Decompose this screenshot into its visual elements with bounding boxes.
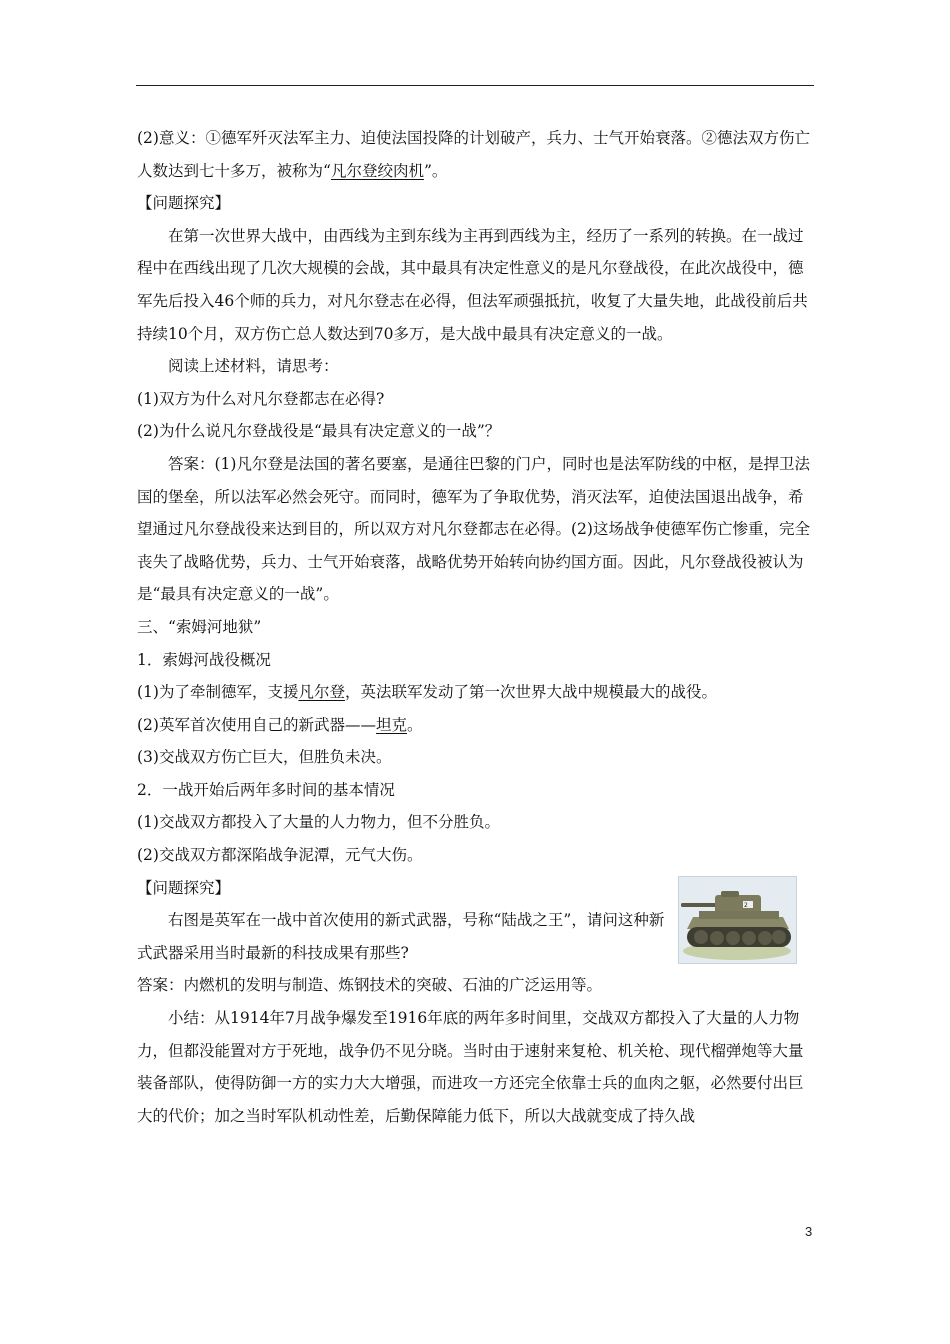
probe-2-block: [137, 872, 815, 970]
answer-1: 答案：(1)凡尔登是法国的著名要塞，是通往巴黎的门户，同时也是法军防线的中枢，是捍卫法国的堡垒，所以法军必然会死守。而同时，德军为了争取优势，消灭法军，迫使法国退出战争，希望通过凡尔登战役来达到目的，所以双方对凡尔登都志在必得。(2)这场战争使德军伤亡惨重，完全丧失了战略优势，兵力、士气开始衰落，战略优势开始转向协约国方面。因此，凡尔登战役被认为是“最具有决定意义的一战”。: [137, 454, 810, 604]
point-4: (1)交战双方都投入了大量的人力物力，但不分胜负。: [137, 813, 500, 832]
point-5: (2)交战双方都深陷战争泥潭，元气大伤。: [137, 846, 423, 865]
significance-paragraph: (2)意义：①德军歼灭法军主力、迫使法国投降的计划破产，兵力、士气开始衰落。②德法双方伤亡人数达到七十多万，被称为“凡尔登绞肉机”。: [137, 129, 810, 180]
verdun-term: 凡尔登: [298, 683, 345, 702]
document-body: [137, 122, 815, 1132]
question-2: (2)为什么说凡尔登战役是“最具有决定意义的一战”？: [137, 422, 501, 441]
read-prompt: 阅读上述材料，请思考：: [168, 357, 339, 376]
probe-heading-2: 【问题探究】: [137, 878, 231, 897]
subsection-1-title: 1．索姆河战役概况: [137, 650, 271, 669]
section-3-title: 三、“索姆河地狱”: [137, 617, 262, 636]
answer-2: 答案：内燃机的发明与制造、炼钢技术的突破、石油的广泛运用等。: [137, 976, 603, 995]
point-3: (3)交战双方伤亡巨大，但胜负未决。: [137, 748, 392, 767]
verdun-meatgrinder-term: 凡尔登绞肉机: [330, 161, 424, 180]
point-2: (2)英军首次使用自己的新武器——坦克。: [137, 715, 423, 734]
header-rule: [136, 85, 814, 86]
page-number: 3: [805, 1224, 813, 1239]
probe-text-2: 右图是英军在一战中首次使用的新式武器，号称“陆战之王”，请问这种新式武器采用当时最新的科技成果有那些?: [137, 911, 665, 962]
probe-heading-1: 【问题探究】: [137, 194, 231, 213]
question-1: (1)双方为什么对凡尔登都志在必得?: [137, 389, 385, 408]
summary-paragraph: 小结：从1914年7月战争爆发至1916年底的两年多时间里，交战双方都投入了大量的人力物力，但都没能置对方于死地，战争仍不见分晓。当时由于速射来复枪、机关枪、现代榴弹炮等大量装备部队，使得防御一方的实力大大增强，而进攻一方还完全依靠士兵的血肉之躯，必然要付出巨大的代价；加之当时军队机动性差，后勤保障能力低下，所以大战就变成了持久战: [137, 1009, 804, 1125]
probe-text-1: 在第一次世界大战中，由西线为主到东线为主再到西线为主，经历了一系列的转换。在一战过程中在西线出现了几次大规模的会战，其中最具有决定性意义的是凡尔登战役，在此次战役中，德军先后投入46个师的兵力，对凡尔登志在必得，但法军顽强抵抗，收复了大量失地，此战役前后共持续10个月，双方伤亡总人数达到70多万，是大战中最具有决定意义的一战。: [137, 226, 808, 343]
tank-illustration-icon: [678, 876, 797, 964]
tank-term: 坦克: [375, 715, 407, 734]
point-1: (1)为了牵制德军，支援凡尔登，英法联军发动了第一次世界大战中规模最大的战役。: [137, 683, 717, 702]
svg-text:2: 2: [744, 901, 748, 909]
subsection-2-title: 2．一战开始后两年多时间的基本情况: [137, 780, 395, 799]
